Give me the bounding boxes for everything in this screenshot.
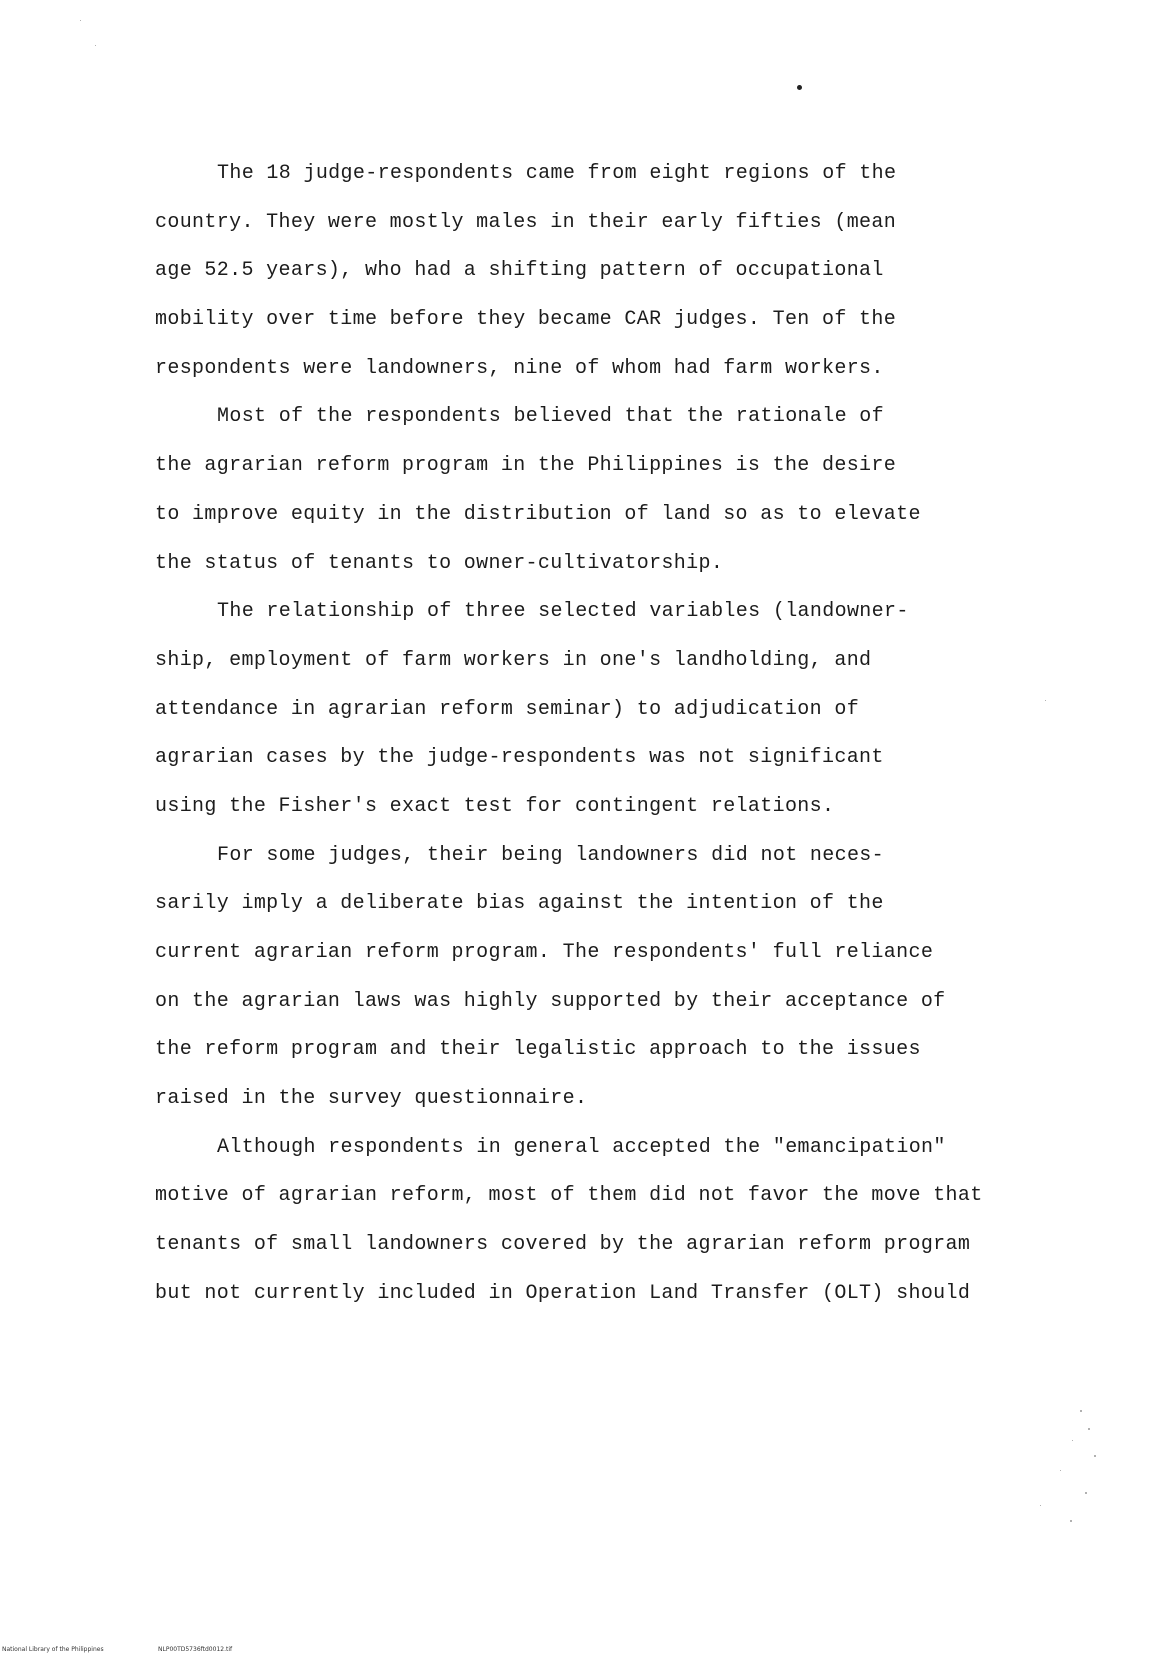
text-line: but not currently included in Operation Land Transfer (OLT) should <box>155 1281 971 1305</box>
scan-speck <box>95 45 96 46</box>
text-line: age 52.5 years), who had a shifting pattern of occupational <box>155 259 884 283</box>
text-line: tenants of small landowners covered by the agrarian reform program <box>155 1233 971 1257</box>
scan-speck <box>1045 700 1046 701</box>
scan-footer <box>2 1646 233 1653</box>
text-line: agrarian cases by the judge-respondents was not significant <box>155 746 884 770</box>
text-line: sarily imply a deliberate bias against the intention of the <box>155 892 884 916</box>
text-line: country. They were mostly males in their early fifties (mean <box>155 210 897 234</box>
text-line: For some judges, their being landowners did not neces- <box>217 843 885 867</box>
text-line: Although respondents in general accepted the "emancipation" <box>217 1135 946 1159</box>
scan-speck <box>1040 1505 1041 1506</box>
body-text <box>155 150 983 1319</box>
text-line: respondents were landowners, nine of whom had farm workers. <box>155 356 884 380</box>
scan-speck <box>1085 1492 1087 1494</box>
scan-speck <box>1094 1455 1096 1457</box>
text-line: The 18 judge-respondents came from eight regions of the <box>217 162 897 185</box>
text-line: The relationship of three selected variables (landowner- <box>217 600 909 624</box>
text-line: ship, employment of farm workers in one's landholding, and <box>155 648 872 672</box>
text-line: motive of agrarian reform, most of them did not favor the move that <box>155 1184 983 1208</box>
footer-library: National Library of the Philippines <box>2 1646 104 1653</box>
text-line: the status of tenants to owner-cultivatorship. <box>155 551 724 575</box>
text-line: attendance in agrarian reform seminar) to adjudication of <box>155 697 860 721</box>
scan-speck <box>1088 1428 1090 1430</box>
text-line: using the Fisher's exact test for contingent relations. <box>155 794 835 818</box>
text-line: Most of the respondents believed that the rationale of <box>217 405 885 429</box>
text-line: current agrarian reform program. The respondents' full reliance <box>155 941 934 964</box>
scan-speck <box>1070 1520 1072 1522</box>
text-line: raised in the survey questionnaire. <box>155 1087 588 1111</box>
scan-speck <box>1072 1440 1073 1441</box>
text-line: to improve equity in the distribution of land so as to elevate <box>155 502 921 526</box>
scan-speck <box>80 20 81 21</box>
text-line: the reform program and their legalistic approach to the issues <box>155 1038 921 1062</box>
scan-speck <box>1060 1470 1061 1471</box>
text-line: mobility over time before they became CAR judges. Ten of the <box>155 308 897 332</box>
stray-ink-dot <box>797 85 802 90</box>
text-line: the agrarian reform program in the Philippines is the desire <box>155 454 897 478</box>
scan-speck <box>1080 1410 1082 1412</box>
text-line: on the agrarian laws was highly supported by their acceptance of <box>155 989 946 1013</box>
footer-filename: NLP00TD5736ftd0012.tif <box>158 1646 233 1653</box>
